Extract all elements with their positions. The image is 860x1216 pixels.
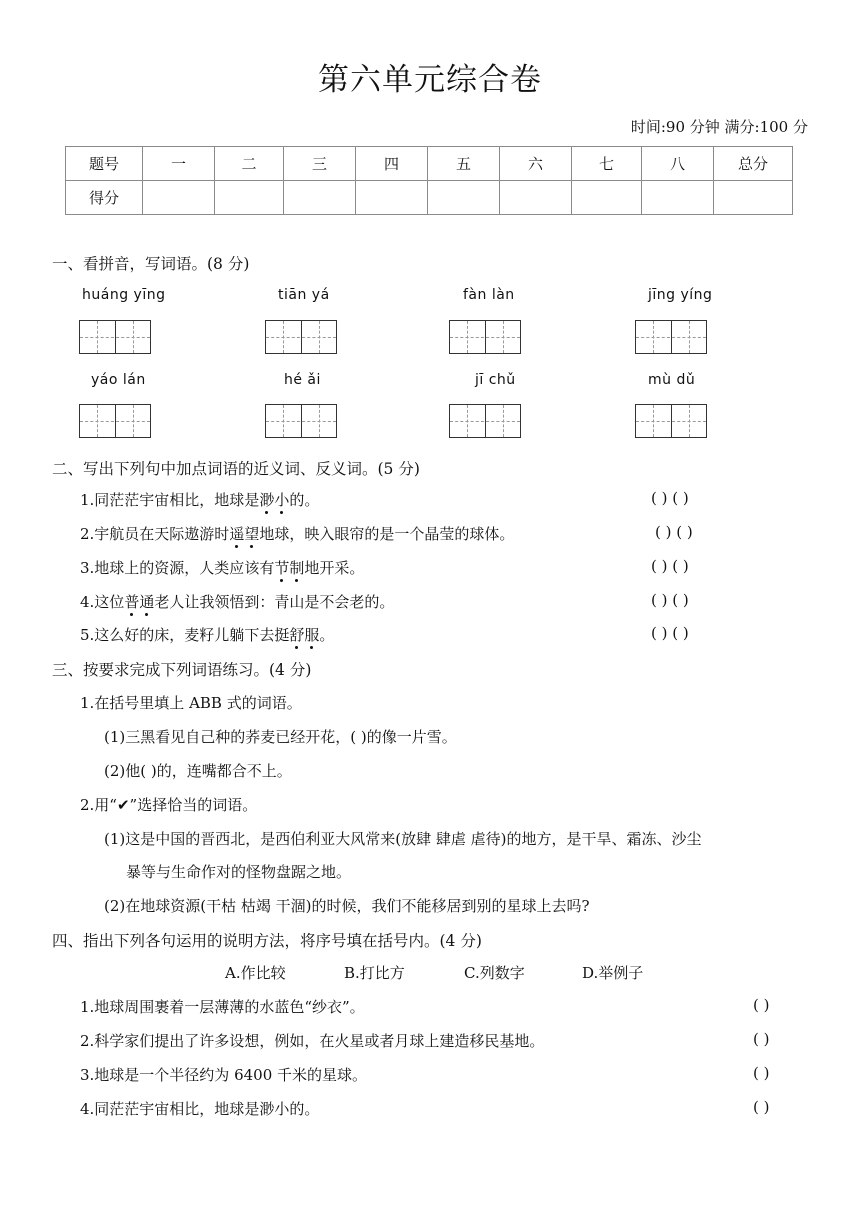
answer-blank[interactable]: ( ): [753, 1030, 770, 1048]
score-cell[interactable]: [215, 181, 284, 215]
answer-blank[interactable]: ( ) ( ): [651, 591, 689, 609]
question-text: 老人让我领悟到：青山是不会老的。: [154, 593, 395, 611]
section-2-heading: 二、写出下列句中加点词语的近义词、反义词。(5 分): [52, 460, 420, 478]
answer-blank[interactable]: ( ) ( ): [651, 624, 689, 642]
sub-question: (2)他( )的，连嘴都合不上。: [104, 762, 292, 780]
writing-grid[interactable]: [449, 404, 521, 438]
answer-blank[interactable]: ( ): [753, 1064, 770, 1082]
dotted-char: 渺: [259, 491, 275, 509]
score-cell[interactable]: [143, 181, 215, 215]
pinyin-label: yáo lán: [91, 372, 146, 388]
dotted-char: 服: [304, 626, 320, 644]
dotted-char: 舒: [289, 626, 305, 644]
answer-blank[interactable]: ( ): [753, 1098, 770, 1116]
pinyin-label: jī chǔ: [475, 372, 516, 388]
page-title: 第六单元综合卷: [318, 62, 542, 98]
sub-question: 1.在括号里填上 ABB 式的词语。: [80, 694, 302, 712]
dotted-char: 小: [274, 491, 290, 509]
question-item: 3.地球是一个半径约为 6400 千米的星球。: [80, 1066, 368, 1084]
dotted-char: 望: [244, 525, 260, 543]
sub-question: (1)这是中国的晋西北，是西伯利亚大风常来(放肆 肆虐 虐待)的地方，是干旱、霜冻、沙尘: [104, 830, 702, 848]
dotted-char: 通: [139, 593, 155, 611]
question-text: 。: [319, 626, 335, 644]
writing-grid[interactable]: [79, 404, 151, 438]
question-item: [80, 489, 319, 510]
score-cell[interactable]: [572, 181, 642, 215]
answer-blank[interactable]: ( ) ( ): [655, 523, 693, 541]
question-text: 地球，映入眼帘的是一个晶莹的球体。: [259, 525, 515, 543]
option-label: D.举例子: [582, 964, 644, 982]
sub-question: 2.用“✔”选择恰当的词语。: [80, 796, 258, 814]
writing-grid[interactable]: [635, 320, 707, 354]
score-cell[interactable]: [356, 181, 428, 215]
score-table: [65, 146, 793, 215]
question-text: 5.这么好的床，麦籽儿躺下去挺: [80, 626, 290, 644]
section-1-heading: 一、看拼音，写词语。(8 分): [52, 255, 250, 273]
answer-blank[interactable]: ( ): [753, 996, 770, 1014]
section-3-heading: 三、按要求完成下列词语练习。(4 分): [52, 661, 312, 679]
score-header-cell: 四: [356, 147, 428, 181]
pinyin-label: tiān yá: [278, 287, 330, 303]
sub-question: 暴等与生命作对的怪物盘踞之地。: [126, 863, 352, 881]
pinyin-label: mù dǔ: [648, 372, 696, 388]
question-text: 4.这位: [80, 593, 125, 611]
question-item: [80, 557, 364, 578]
pinyin-label: jīng yíng: [648, 287, 713, 303]
answer-blank[interactable]: ( ) ( ): [651, 557, 689, 575]
question-text: 3.地球上的资源，人类应该有: [80, 559, 275, 577]
score-header-cell: 二: [215, 147, 284, 181]
pinyin-label: huáng yīng: [82, 287, 166, 303]
score-header-cell: 题号: [66, 147, 143, 181]
answer-blank[interactable]: ( ) ( ): [651, 489, 689, 507]
option-label: A.作比较: [225, 964, 286, 982]
score-header-cell: 七: [572, 147, 642, 181]
score-table-score-row: [66, 181, 793, 215]
writing-grid[interactable]: [635, 404, 707, 438]
score-header-cell: 三: [284, 147, 356, 181]
question-item: [80, 591, 394, 612]
section-4-heading: 四、指出下列各句运用的说明方法，将序号填在括号内。(4 分): [52, 932, 482, 950]
score-header-cell: 六: [500, 147, 572, 181]
question-item: [80, 624, 334, 645]
option-label: C.列数字: [464, 964, 525, 982]
dotted-char: 制: [289, 559, 305, 577]
score-header-cell: 八: [642, 147, 714, 181]
question-text: 2.宇航员在天际遨游时: [80, 525, 230, 543]
question-item: [80, 523, 514, 544]
score-cell[interactable]: [714, 181, 793, 215]
dotted-char: 遥: [229, 525, 245, 543]
score-row-label: 得分: [66, 181, 143, 215]
writing-grid[interactable]: [79, 320, 151, 354]
question-item: 4.同茫茫宇宙相比，地球是渺小的。: [80, 1100, 320, 1118]
score-cell[interactable]: [428, 181, 500, 215]
question-item: 1.地球周围裹着一层薄薄的水蓝色“纱衣”。: [80, 998, 365, 1016]
writing-grid[interactable]: [265, 320, 337, 354]
writing-grid[interactable]: [449, 320, 521, 354]
pinyin-label: fàn làn: [463, 287, 515, 303]
sub-question: (1)三黑看见自己种的荞麦已经开花，( )的像一片雪。: [104, 728, 457, 746]
score-cell[interactable]: [642, 181, 714, 215]
option-label: B.打比方: [344, 964, 405, 982]
sub-question: (2)在地球资源(干枯 枯竭 干涸)的时候，我们不能移居到别的星球上去吗?: [104, 897, 590, 915]
score-header-cell: 一: [143, 147, 215, 181]
dotted-char: 节: [274, 559, 290, 577]
question-item: 2.科学家们提出了许多设想，例如，在火星或者月球上建造移民基地。: [80, 1032, 545, 1050]
score-header-cell: 五: [428, 147, 500, 181]
pinyin-label: hé ǎi: [284, 372, 321, 388]
score-cell[interactable]: [500, 181, 572, 215]
question-text: 1.同茫茫宇宙相比，地球是: [80, 491, 260, 509]
score-table-header-row: [66, 147, 793, 181]
score-header-cell: 总分: [714, 147, 793, 181]
question-text: 地开采。: [304, 559, 365, 577]
writing-grid[interactable]: [265, 404, 337, 438]
dotted-char: 普: [124, 593, 140, 611]
exam-meta: 时间:90 分钟 满分:100 分: [630, 118, 808, 136]
question-text: 的。: [289, 491, 320, 509]
score-cell[interactable]: [284, 181, 356, 215]
